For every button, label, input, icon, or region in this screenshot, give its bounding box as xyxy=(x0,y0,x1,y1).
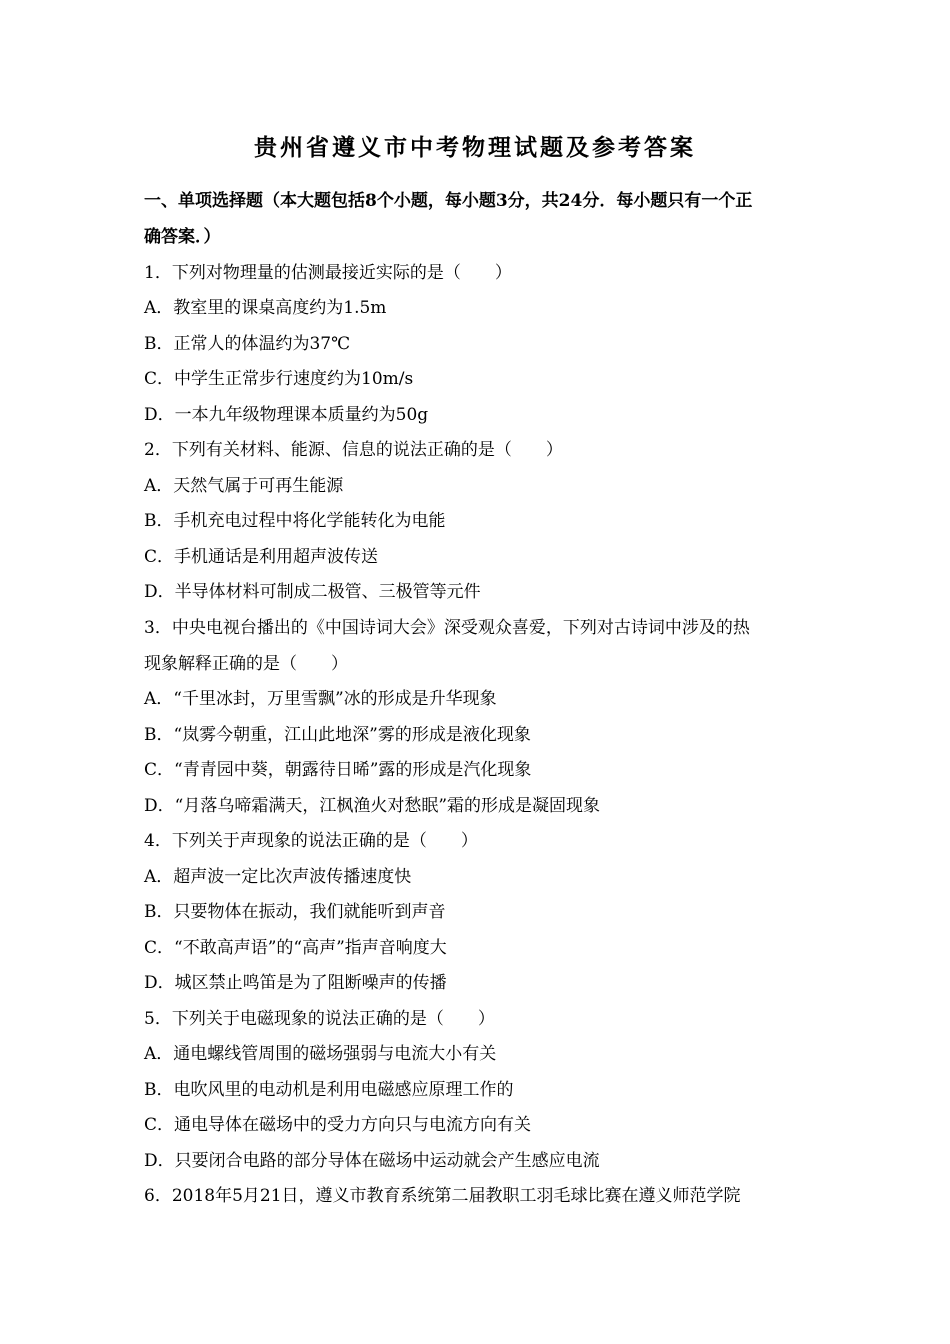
question-1-stem: 1．下列对物理量的估测最接近实际的是（ ） xyxy=(144,263,512,283)
question-2-option-a: A．天然气属于可再生能源 xyxy=(144,476,344,496)
question-6-stem-line-1: 6．2018年5月21日，遵义市教育系统第二届教职工羽毛球比赛在遵义师范学院 xyxy=(144,1186,741,1206)
question-5-option-a: A．通电螺线管周围的磁场强弱与电流大小有关 xyxy=(144,1044,497,1064)
question-5-option-c: C．通电导体在磁场中的受力方向只与电流方向有关 xyxy=(144,1115,532,1135)
question-5-option-d: D．只要闭合电路的部分导体在磁场中运动就会产生感应电流 xyxy=(144,1151,600,1171)
question-4-option-d: D．城区禁止鸣笛是为了阻断噪声的传播 xyxy=(144,973,447,993)
question-2-option-c: C．手机通话是利用超声波传送 xyxy=(144,547,379,567)
question-3-option-d: D．“月落乌啼霜满天，江枫渔火对愁眠”霜的形成是凝固现象 xyxy=(144,796,601,816)
question-4-option-c: C．“不敢高声语”的“高声”指声音响度大 xyxy=(144,938,447,958)
question-2-option-d: D．半导体材料可制成二极管、三极管等元件 xyxy=(144,582,481,602)
question-1-option-a: A．教室里的课桌高度约为1.5m xyxy=(144,298,387,318)
question-1-option-d: D．一本九年级物理课本质量约为50g xyxy=(144,405,429,425)
question-5-option-b: B．电吹风里的电动机是利用电磁感应原理工作的 xyxy=(144,1080,514,1100)
question-3-option-c: C．“青青园中葵，朝露待日晞”露的形成是汽化现象 xyxy=(144,760,532,780)
question-1-option-c: C．中学生正常步行速度约为10m/s xyxy=(144,369,414,389)
question-4-stem: 4．下列关于声现象的说法正确的是（ ） xyxy=(144,831,478,851)
question-5-stem: 5．下列关于电磁现象的说法正确的是（ ） xyxy=(144,1009,495,1029)
document-title: 贵州省遵义市中考物理试题及参考答案 xyxy=(254,134,696,161)
question-3-stem-line-1: 3．中央电视台播出的《中国诗词大会》深受观众喜爱，下列对古诗词中涉及的热 xyxy=(144,618,750,638)
question-2-option-b: B．手机充电过程中将化学能转化为电能 xyxy=(144,511,446,531)
question-3-option-b: B．“岚雾今朝重，江山此地深”雾的形成是液化现象 xyxy=(144,725,531,745)
question-2-stem: 2．下列有关材料、能源、信息的说法正确的是（ ） xyxy=(144,440,563,460)
question-1-option-b: B．正常人的体温约为37℃ xyxy=(144,334,351,354)
section-heading-line-2: 确答案．） xyxy=(144,227,221,247)
question-3-stem-line-2: 现象解释正确的是（ ） xyxy=(144,654,348,674)
question-4-option-a: A．超声波一定比次声波传播速度快 xyxy=(144,867,412,887)
question-3-option-a: A．“千里冰封，万里雪飘”冰的形成是升华现象 xyxy=(144,689,497,709)
section-heading-line-1: 一、单项选择题（本大题包括8个小题，每小题3分，共24分．每小题只有一个正 xyxy=(144,191,753,211)
question-4-option-b: B．只要物体在振动，我们就能听到声音 xyxy=(144,902,446,922)
